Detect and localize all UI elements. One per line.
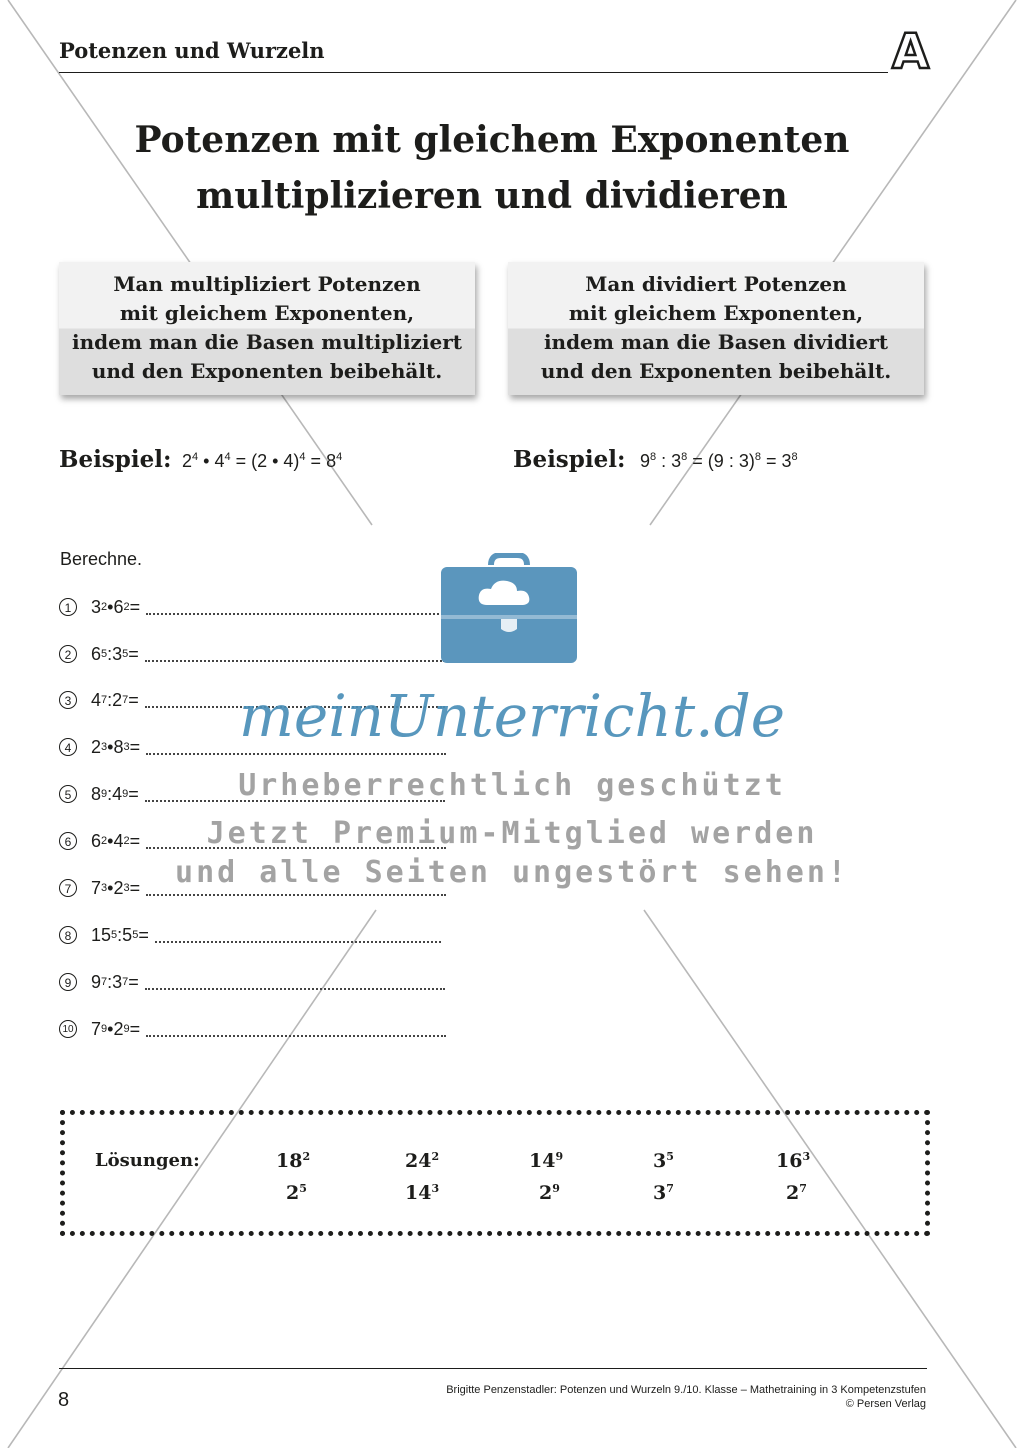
task-item: 1 3 2 • 6 2 = [59,592,446,622]
footer-divider [59,1368,927,1369]
task-number: 9 [59,973,77,991]
briefcase-cloud-icon [441,553,577,663]
divide-rule-line: mit gleichem Exponenten, [568,301,864,325]
example-label-multiply: Beispiel: [59,446,172,473]
task-number: 1 [59,598,77,616]
example-label-divide: Beispiel: [513,446,626,473]
answer-line[interactable] [146,752,446,755]
solution-value: $16^3$ [776,1149,811,1172]
divide-rule-line: indem man die Basen dividiert [543,330,889,354]
header-divider [59,72,888,73]
answer-line[interactable] [145,659,445,662]
solution-value: $14^9$ [529,1149,564,1172]
watermark-premium: Jetzt Premium-Mitglied werden [206,816,818,851]
footer-publisher: © Persen Verlag [845,1398,926,1410]
page-title-line-1: Potenzen mit gleichem Exponenten [134,119,850,161]
multiply-rule-line: und den Exponenten beibehält. [91,359,443,383]
task-item: 3 4 7 : 2 7 = [59,685,445,715]
task-item: 6 6 2 • 4 2 = [59,826,446,856]
solution-value: $3^5$ [653,1149,674,1172]
task-number: 6 [59,832,77,850]
task-item: 4 2 3 • 8 3 = [59,732,446,762]
task-item: 8 15 5 : 5 5 = [59,920,441,950]
solution-value: $14^3$ [405,1181,440,1204]
task-item: 2 6 5 : 3 5 = [59,639,445,669]
header-subject: Potenzen und Wurzeln [59,38,325,63]
solution-value: $2^7$ [786,1181,807,1204]
multiply-rule-line: mit gleichem Exponenten, [119,301,415,325]
solutions-box [60,1110,930,1236]
task-item: 7 7 3 • 2 3 = [59,873,446,903]
watermark-copyright: Urheberrechtlich geschützt [238,768,786,803]
answer-line[interactable] [145,987,445,990]
solution-value: $2^5$ [286,1181,307,1204]
divide-rule-line: Man dividiert Potenzen [585,272,847,296]
task-number: 7 [59,879,77,897]
answer-line[interactable] [155,940,441,943]
page-number: 8 [58,1389,70,1411]
task-number: 8 [59,926,77,944]
answer-line[interactable] [146,1034,446,1037]
example-formula-multiply: $2^4$ • $4^4 = (2$ • $4)^4 = 8^4$ [182,450,343,471]
task-number: 2 [59,645,77,663]
answer-line[interactable] [146,893,446,896]
task-number: 4 [59,738,77,756]
solution-value: $2^9$ [539,1181,560,1204]
task-number: 10 [59,1020,77,1038]
solution-value: $18^2$ [276,1149,311,1172]
page-title-line-2: multiplizieren und dividieren [196,175,788,217]
level-badge: A [892,24,930,80]
multiply-rule-box [59,262,475,395]
solution-value: $24^2$ [405,1149,440,1172]
task-number: 5 [59,785,77,803]
solution-value: $3^7$ [653,1181,674,1204]
multiply-rule-line: Man multipliziert Potenzen [113,272,421,296]
task-number: 3 [59,691,77,709]
page-title [100,112,884,224]
task-item: 10 7 9 • 2 9 = [59,1014,446,1044]
footer-credit-line: Brigitte Penzenstadler: Potenzen und Wurzeln 9./10. Klasse – Mathetraining in 3 Kompetenzstufen [446,1384,926,1396]
task-instruction: Berechne. [60,549,143,569]
task-item: 5 8 9 : 4 9 = [59,779,445,809]
task-item: 9 9 7 : 3 7 = [59,967,445,997]
divide-rule-box [508,262,924,395]
solutions-label: Lösungen: [95,1150,200,1171]
divide-rule-line: und den Exponenten beibehält. [540,359,892,383]
watermark-premium-2: und alle Seiten ungestört sehen! [175,855,849,890]
watermark-brand: meinUnterricht.de [238,682,786,750]
multiply-rule-line: indem man die Basen multipliziert [72,330,462,354]
footer-credit [446,1383,926,1411]
example-formula-divide: $9^8$ : $3^8 = (9$ : $3)^8 = 3^8$ [640,450,798,471]
answer-line[interactable] [146,612,446,615]
